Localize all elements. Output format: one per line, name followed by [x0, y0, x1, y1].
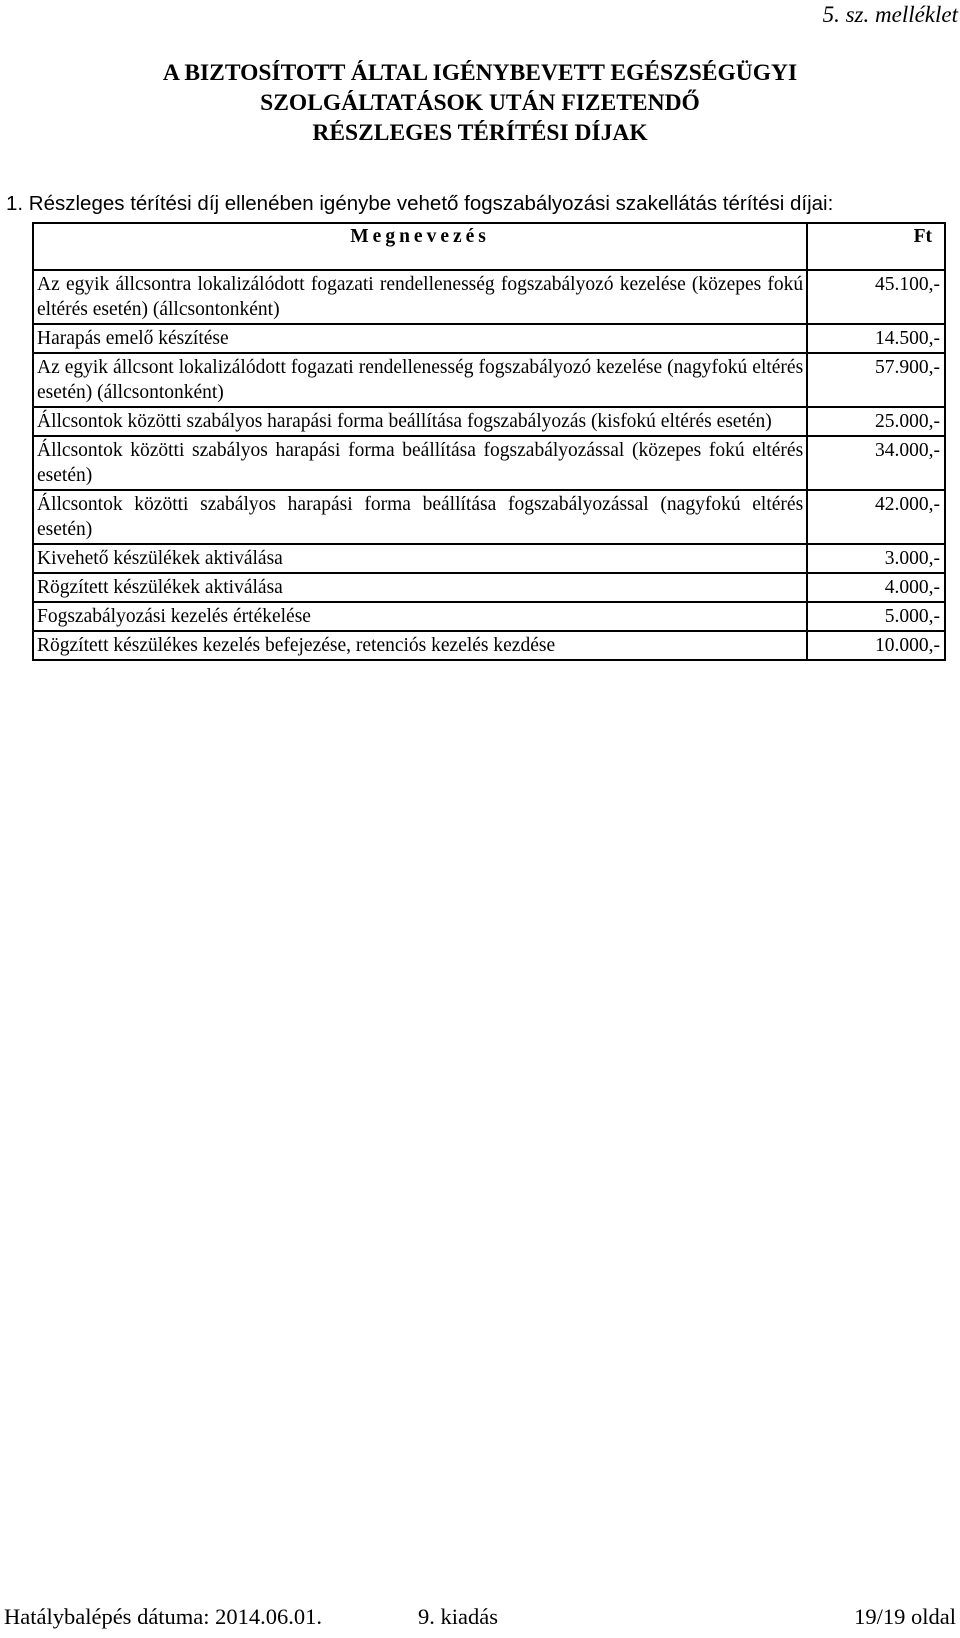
- row-description: Rögzített készülékek aktiválása: [33, 573, 807, 602]
- title-line-1: A BIZTOSÍTOTT ÁLTAL IGÉNYBEVETT EGÉSZSÉGÜGYI: [162, 60, 798, 86]
- row-amount: 10.000,-: [807, 631, 945, 660]
- annex-label: 5. sz. melléklet: [822, 2, 958, 27]
- section-heading: 1. Részleges térítési díj ellenében igénybe vehető fogszabályozási szakellátás térítési díjai:: [6, 192, 834, 215]
- row-amount: 5.000,-: [807, 602, 945, 631]
- row-amount: 57.900,-: [807, 353, 945, 407]
- footer-page-number: 19/19 oldal: [854, 1604, 956, 1629]
- row-description: Fogszabályozási kezelés értékelése: [33, 602, 807, 631]
- row-amount: 3.000,-: [807, 544, 945, 573]
- document-title: [0, 58, 960, 148]
- row-description: Állcsontok közötti szabályos harapási forma beállítása fogszabályozással (nagyfokú eltérés esetén): [33, 490, 807, 544]
- table-row: [33, 544, 945, 573]
- title-line-2: SZOLGÁLTATÁSOK UTÁN FIZETENDŐ: [260, 90, 700, 116]
- row-description: Az egyik állcsont lokalizálódott fogazati rendellenesség fogszabályozó kezelése (nagyfokú eltérés esetén) (állcsontonként): [33, 353, 807, 407]
- column-header-name: Megnevezés: [33, 223, 807, 270]
- row-amount: 4.000,-: [807, 573, 945, 602]
- table-row: [33, 436, 945, 490]
- table-row: [33, 631, 945, 660]
- row-description: Rögzített készülékes kezelés befejezése, retenciós kezelés kezdése: [33, 631, 807, 660]
- table-header-row: [33, 223, 945, 270]
- table-row: [33, 407, 945, 436]
- column-header-amount: Ft: [807, 223, 945, 270]
- row-description: Állcsontok közötti szabályos harapási forma beállítása fogszabályozás (kisfokú eltérés esetén): [33, 407, 807, 436]
- row-amount: 42.000,-: [807, 490, 945, 544]
- row-description: Harapás emelő készítése: [33, 324, 807, 353]
- table-row: [33, 602, 945, 631]
- row-amount: 25.000,-: [807, 407, 945, 436]
- row-description: Állcsontok közötti szabályos harapási forma beállítása fogszabályozással (közepes fokú eltérés esetén): [33, 436, 807, 490]
- table-row: [33, 573, 945, 602]
- row-description: Kivehető készülékek aktiválása: [33, 544, 807, 573]
- table-row: [33, 353, 945, 407]
- row-description: Az egyik állcsontra lokalizálódott fogazati rendellenesség fogszabályozó kezelése (közepes fokú eltérés esetén) (állcsontonként): [33, 270, 807, 324]
- row-amount: 34.000,-: [807, 436, 945, 490]
- row-amount: 14.500,-: [807, 324, 945, 353]
- title-line-3: RÉSZLEGES TÉRÍTÉSI DÍJAK: [312, 120, 648, 146]
- fee-table: [32, 222, 946, 661]
- footer-edition: 9. kiadás: [418, 1604, 498, 1629]
- table-row: [33, 490, 945, 544]
- table-row: [33, 324, 945, 353]
- table-row: [33, 270, 945, 324]
- footer-effective-date: Hatálybalépés dátuma: 2014.06.01.: [4, 1604, 323, 1629]
- row-amount: 45.100,-: [807, 270, 945, 324]
